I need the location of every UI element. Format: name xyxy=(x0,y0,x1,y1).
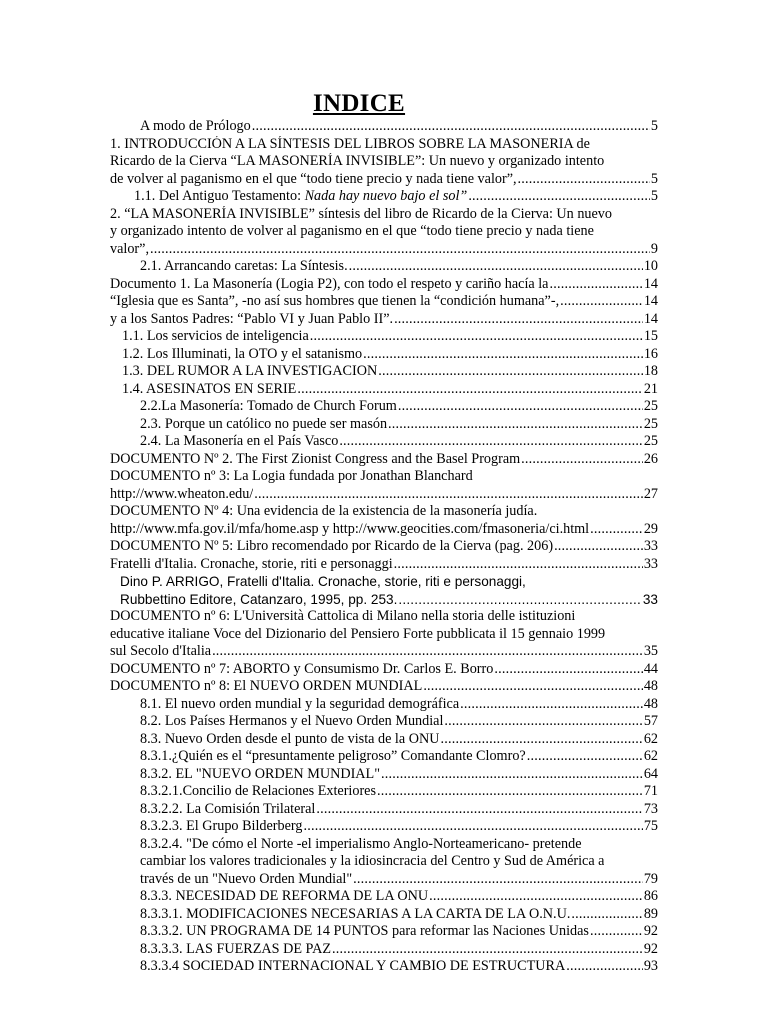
toc-entry-text: 2.2.La Masonería: Tomado de Church Forum xyxy=(140,398,397,414)
page-title: INDICE xyxy=(312,90,406,117)
toc-entry-text: y a los Santos Padres: “Pablo VI y Juan Pablo II”. xyxy=(110,310,394,327)
toc-entry-text: DOCUMENTO nº 6: L'Università Cattolica di Milano nella storia delle istituzioni xyxy=(110,608,576,624)
toc-entry xyxy=(110,661,658,679)
toc-entry xyxy=(110,678,658,696)
toc-entry-text: DOCUMENTO Nº 5: Libro recomendado por Ricardo de la Cierva (pag. 206) xyxy=(110,538,554,554)
dot-leader xyxy=(460,696,643,714)
toc-page-number: 73 xyxy=(643,800,658,817)
toc-entry-text: través de un "Nuevo Orden Mundial" xyxy=(140,870,353,887)
toc-entry-text: cambiar los valores tradicionales y la idiosincracia del Centro y Sud de América a xyxy=(140,853,605,869)
toc-entry-text: Dino P. ARRIGO, Fratelli d'Italia. Cronache, storie, riti e personaggi, xyxy=(120,574,526,589)
dot-leader xyxy=(303,818,642,836)
toc-entry-text: 8.2. Los Países Hermanos y el Nuevo Orden Mundial xyxy=(140,713,444,729)
dot-leader xyxy=(590,923,643,941)
toc-page-number: 33 xyxy=(643,555,658,572)
toc-entry xyxy=(110,958,658,976)
toc-entry-text: valor”, xyxy=(110,240,149,257)
toc-page-number: 57 xyxy=(643,713,658,729)
dot-leader xyxy=(254,486,643,504)
toc-entry-text: 2.4. La Masonería en el País Vasco xyxy=(140,433,339,449)
toc-page-number: 79 xyxy=(643,870,658,887)
toc-entry xyxy=(110,328,658,346)
toc-entry xyxy=(110,503,658,538)
toc-page-number: 64 xyxy=(643,765,658,782)
toc-entry-text: Documento 1. La Masonería (Logia P2), con todo el respeto y cariño hacía la xyxy=(110,275,549,292)
toc-entry xyxy=(110,381,658,399)
dot-leader xyxy=(521,451,643,469)
toc-entry xyxy=(110,206,658,259)
dot-leader xyxy=(518,171,650,189)
toc-page-number: 48 xyxy=(643,695,658,712)
toc-entry-text: 1.1. Los servicios de inteligencia xyxy=(122,328,309,344)
dot-leader xyxy=(566,958,643,976)
toc-entry-text: 8.3.2.2. La Comisión Trilateral xyxy=(140,800,316,817)
toc-page-number: 5 xyxy=(650,170,658,187)
toc-entry-text: 1.4. ASESINATOS EN SERIE xyxy=(122,380,297,397)
toc-entry-text: A modo de Prólogo xyxy=(140,118,251,134)
toc-entry xyxy=(110,731,658,749)
toc-page-number: 27 xyxy=(643,485,658,502)
toc-page-number: 62 xyxy=(643,730,658,747)
toc-entry xyxy=(110,573,658,608)
table-of-contents xyxy=(110,118,658,976)
toc-page-number: 48 xyxy=(643,678,658,694)
toc-entry xyxy=(110,888,658,906)
toc-entry-text: sul Secolo d'Italia xyxy=(110,643,212,659)
toc-page-number: 10 xyxy=(643,258,658,274)
toc-page-number: 44 xyxy=(643,660,658,677)
toc-entry-link-text: http://www.mfa.gov.il/mfa/home.asp y http://www.geocities.com/fmasoneria/ci.html xyxy=(110,520,590,537)
toc-entry-italic-text: Nada hay nuevo bajo el sol” xyxy=(304,188,468,204)
toc-entry xyxy=(110,293,658,311)
toc-entry-text: Rubbettino Editore, Catanzaro, 1995, pp. 253. xyxy=(120,591,398,607)
toc-entry xyxy=(110,818,658,836)
toc-entry-text: 8.3.1.¿Quién es el “presuntamente peligroso” Comandante Clomro? xyxy=(140,748,526,764)
toc-entry xyxy=(110,801,658,819)
toc-page-number: 14 xyxy=(643,310,658,327)
toc-entry xyxy=(110,468,658,503)
toc-entry-text: 8.3.3.2. UN PROGRAMA DE 14 PUNTOS para reformar las Naciones Unidas xyxy=(140,923,589,939)
toc-page-number: 25 xyxy=(643,433,658,449)
toc-entry xyxy=(110,451,658,469)
toc-entry xyxy=(110,923,658,941)
toc-entry-text: 1.2. Los Illuminati, la OTO y el satanismo xyxy=(122,345,363,362)
dot-leader xyxy=(349,258,643,276)
dot-leader xyxy=(590,521,643,539)
toc-entry-text: 8.1. El nuevo orden mundial y la seguridad demográfica xyxy=(140,695,460,712)
dot-leader xyxy=(444,713,642,731)
toc-entry xyxy=(110,748,658,766)
toc-entry xyxy=(110,783,658,801)
toc-page-number: 26 xyxy=(643,450,658,467)
toc-entry xyxy=(110,276,658,294)
toc-entry-text: 2.3. Porque un católico no puede ser masón xyxy=(140,415,388,432)
dot-leader xyxy=(310,328,643,346)
toc-entry xyxy=(110,118,658,136)
toc-page-number: 25 xyxy=(643,415,658,432)
toc-entry-text: 8.3.3.3. LAS FUERZAS DE PAZ xyxy=(140,940,332,957)
dot-leader xyxy=(212,643,643,661)
dot-leader xyxy=(571,906,642,924)
toc-page-number: 5 xyxy=(650,188,658,204)
toc-page-number: 33 xyxy=(643,538,658,554)
toc-page-number: 93 xyxy=(643,958,658,974)
toc-entry-text: 1. INTRODUCCIÓN A LA SÍNTESIS DEL LIBROS SOBRE LA MASONERIA de xyxy=(110,135,590,152)
toc-page-number: 29 xyxy=(643,520,658,537)
dot-leader xyxy=(377,783,643,801)
toc-page-number: 71 xyxy=(643,783,658,799)
toc-entry-link-text: http://www.wheaton.edu/ xyxy=(110,485,254,502)
toc-entry xyxy=(110,258,658,276)
toc-page-number: 21 xyxy=(643,380,658,397)
dot-leader xyxy=(394,556,643,574)
toc-entry xyxy=(110,836,658,889)
toc-entry-text: de volver al paganismo en el que “todo tiene precio y nada tiene valor”, xyxy=(110,170,517,187)
toc-page-number: 33 xyxy=(642,591,658,607)
dot-leader xyxy=(388,416,643,434)
toc-entry xyxy=(110,713,658,731)
toc-entry-text: y organizado intento de volver al paganismo en el que “todo tiene precio y nada tiene xyxy=(110,223,594,239)
toc-entry xyxy=(110,766,658,784)
toc-page-number: 35 xyxy=(643,643,658,659)
toc-entry xyxy=(110,311,658,329)
dot-leader xyxy=(252,118,650,136)
dot-leader xyxy=(398,398,643,416)
toc-entry xyxy=(110,556,658,574)
dot-leader xyxy=(468,188,650,206)
toc-page-number: 62 xyxy=(643,748,658,764)
toc-page-number: 14 xyxy=(643,293,658,309)
toc-page-number: 5 xyxy=(650,118,658,134)
toc-entry xyxy=(110,538,658,556)
toc-page-number: 92 xyxy=(643,923,658,939)
toc-page-number: 89 xyxy=(643,905,658,922)
toc-entry-text: educative italiane Voce del Dizionario del Pensiero Forte pubblicata il 15 gennaio 1999 xyxy=(110,625,606,642)
toc-entry-text: 1.1. Del Antiguo Testamento: xyxy=(134,188,305,204)
dot-leader xyxy=(560,293,643,311)
toc-entry-text: 2. “LA MASONERÍA INVISIBLE” síntesis del libro de Ricardo de la Cierva: Un nuevo xyxy=(110,205,612,222)
toc-entry-text: 8.3.3.4 SOCIEDAD INTERNACIONAL Y CAMBIO DE ESTRUCTURA xyxy=(140,958,566,974)
toc-entry-text: DOCUMENTO Nº 4: Una evidencia de la existencia de la masonería judía. xyxy=(110,503,538,519)
toc-entry xyxy=(110,398,658,416)
toc-page-number: 86 xyxy=(643,888,658,904)
dot-leader xyxy=(398,591,642,609)
toc-entry-text: DOCUMENTO nº 3: La Logia fundada por Jonathan Blanchard xyxy=(110,468,473,484)
toc-entry-text: DOCUMENTO nº 8: El NUEVO ORDEN MUNDIAL xyxy=(110,678,423,694)
toc-page-number: 14 xyxy=(643,275,658,292)
toc-page-number: 15 xyxy=(643,328,658,344)
dot-leader xyxy=(394,311,643,329)
toc-entry-text: 8.3.3.1. MODIFICACIONES NECESARIAS A LA CARTA DE LA O.N.U. xyxy=(140,905,571,922)
toc-entry-text: DOCUMENTO Nº 2. The First Zionist Congress and the Basel Program xyxy=(110,450,521,467)
toc-entry xyxy=(110,136,658,189)
toc-entry-text: 8.3.2.1.Concilio de Relaciones Exteriores xyxy=(140,783,377,799)
toc-entry-text: 8.3.2.3. El Grupo Bilderberg xyxy=(140,818,303,834)
toc-entry-text: “Iglesia que es Santa”, -no así sus hombres que tienen la “condición humana”-, xyxy=(110,293,560,309)
toc-entry xyxy=(110,363,658,381)
toc-page-number: 25 xyxy=(643,398,658,414)
toc-entry-text: Ricardo de la Cierva “LA MASONERÍA INVISIBLE”: Un nuevo y organizado intento xyxy=(110,153,605,169)
toc-entry-text: 8.3.2. EL "NUEVO ORDEN MUNDIAL" xyxy=(140,765,381,782)
toc-page-number: 92 xyxy=(643,940,658,957)
toc-page-number: 9 xyxy=(650,240,658,257)
dot-leader xyxy=(494,661,642,679)
dot-leader xyxy=(429,888,643,906)
toc-page-number: 75 xyxy=(643,818,658,834)
toc-entry xyxy=(110,941,658,959)
toc-entry-text: Fratelli d'Italia. Cronache, storie, riti e personaggi xyxy=(110,555,393,572)
toc-entry xyxy=(110,696,658,714)
toc-entry xyxy=(110,608,658,661)
toc-entry-text: 8.3. Nuevo Orden desde el punto de vista de la ONU xyxy=(140,730,440,747)
dot-leader xyxy=(363,346,643,364)
dot-leader xyxy=(378,363,643,381)
dot-leader xyxy=(316,801,642,819)
toc-page-number: 16 xyxy=(643,345,658,362)
toc-entry-text: 8.3.2.4. "De cómo el Norte -el imperialismo Anglo-Norteamericano- pretende xyxy=(140,835,582,852)
dot-leader xyxy=(554,538,643,556)
toc-entry xyxy=(110,433,658,451)
dot-leader xyxy=(332,941,643,959)
dot-leader xyxy=(353,871,643,889)
dot-leader xyxy=(527,748,643,766)
toc-entry-text: 1.3. DEL RUMOR A LA INVESTIGACION xyxy=(122,363,378,379)
dot-leader xyxy=(381,766,643,784)
toc-page-number: 18 xyxy=(643,363,658,379)
toc-entry xyxy=(110,906,658,924)
toc-entry-text: 8.3.3. NECESIDAD DE REFORMA DE LA ONU xyxy=(140,888,429,904)
dot-leader xyxy=(150,241,650,259)
toc-entry xyxy=(110,188,658,206)
toc-entry xyxy=(110,346,658,364)
dot-leader xyxy=(440,731,642,749)
dot-leader xyxy=(297,381,642,399)
dot-leader xyxy=(549,276,642,294)
toc-entry xyxy=(110,416,658,434)
toc-entry-text: DOCUMENTO nº 7: ABORTO y Consumismo Dr. Carlos E. Borro xyxy=(110,660,494,677)
dot-leader xyxy=(339,433,643,451)
dot-leader xyxy=(423,678,643,696)
toc-entry-text: 2.1. Arrancando caretas: La Síntesis. xyxy=(140,258,348,274)
